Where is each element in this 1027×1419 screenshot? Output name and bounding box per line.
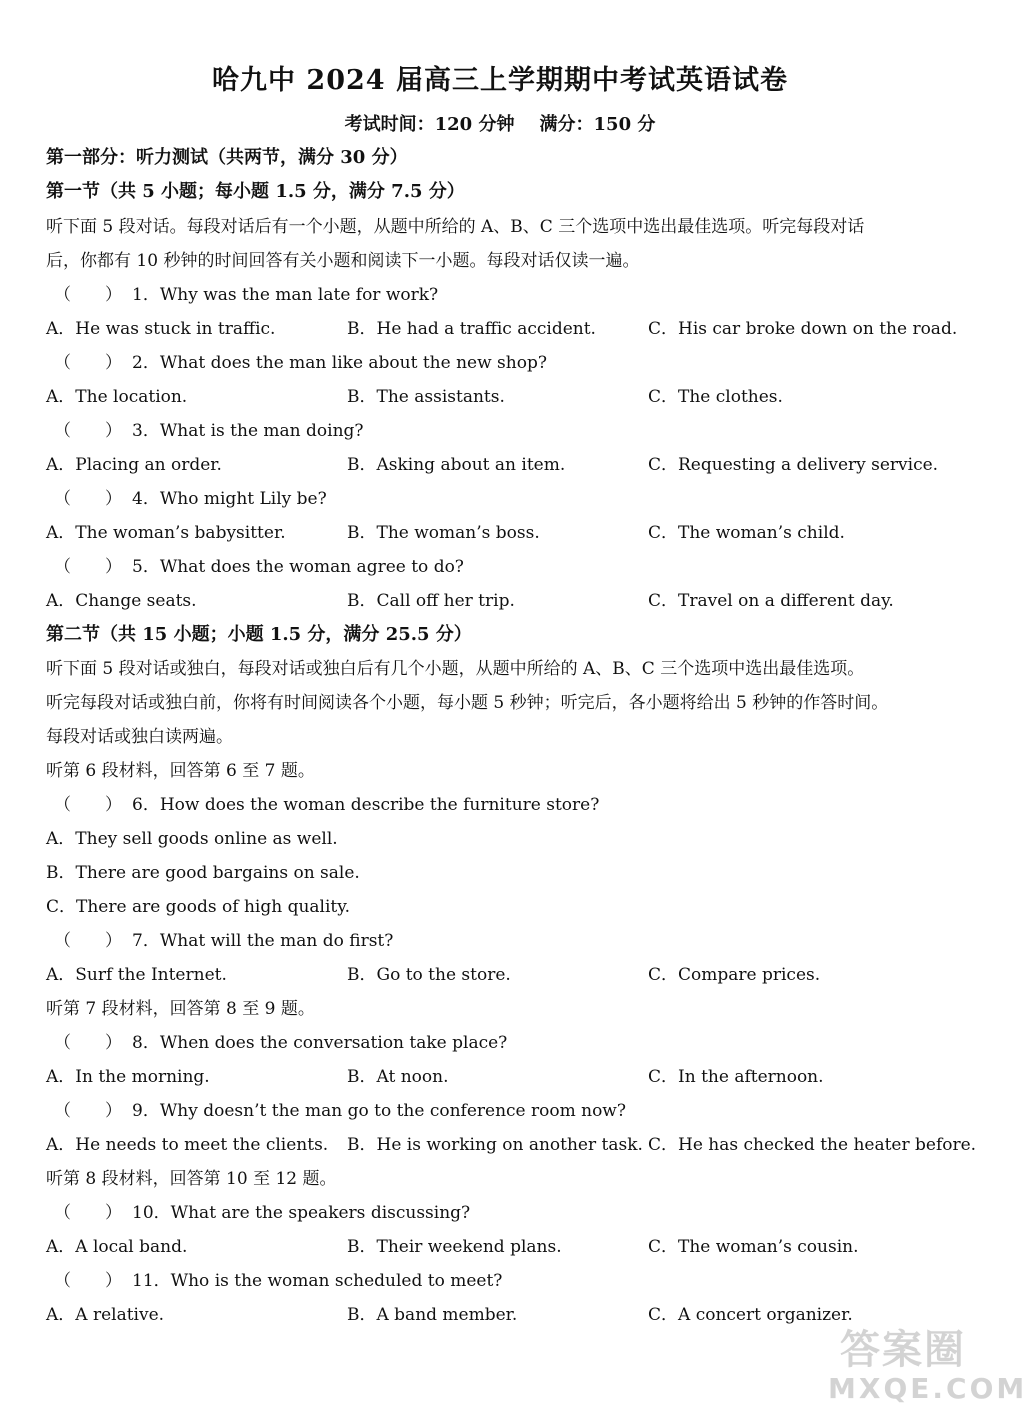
paren-close: ） [105, 1033, 122, 1053]
option-a: A．In the morning. [46, 1067, 210, 1087]
question-text: 1．Why was the man late for work? [132, 285, 439, 305]
option-b: B．At noon. [347, 1067, 449, 1087]
answer-blank[interactable] [46, 1031, 132, 1055]
option-c: C．He has checked the heater before. [648, 1135, 977, 1155]
option-b: B．Call off her trip. [347, 591, 515, 611]
option-a: A．Placing an order. [46, 455, 222, 475]
option-b: B．Asking about an item. [347, 455, 566, 475]
paren-open: （ [54, 285, 71, 305]
option-c: C．The woman’s child. [648, 523, 845, 543]
option-a: A．A local band. [46, 1237, 188, 1257]
answer-blank[interactable] [46, 1269, 132, 1293]
question-text: 11．Who is the woman scheduled to meet? [132, 1271, 503, 1291]
exam-title: 哈九中 2024 届高三上学期期中考试英语试卷 [212, 65, 788, 96]
option-a: A．The woman’s babysitter. [46, 523, 286, 543]
paren-open: （ [54, 1033, 71, 1053]
option-c: C．Travel on a different day. [648, 591, 894, 611]
option-b: B．He had a traffic accident. [347, 319, 596, 339]
section2-heading: 第二节（共 15 小题；小题 1.5 分，满分 25.5 分） [46, 624, 472, 645]
question-stem [46, 1201, 958, 1225]
section1-instruction-line: 听下面 5 段对话。每段对话后有一个小题，从题中所给的 A、B、C 三个选项中选出最佳选项。听完每段对话 [46, 217, 865, 237]
option-b: B．There are good bargains on sale. [46, 863, 360, 883]
option-a: A．He needs to meet the clients. [46, 1135, 329, 1155]
answer-blank[interactable] [46, 487, 132, 511]
question-text: 4．Who might Lily be? [132, 489, 327, 509]
paren-open: （ [54, 1203, 71, 1223]
question-text: 10．What are the speakers discussing? [132, 1203, 471, 1223]
material-heading: 听第 8 段材料，回答第 10 至 12 题。 [46, 1169, 337, 1189]
paren-close: ） [105, 421, 122, 441]
option-c: C．In the afternoon. [648, 1067, 824, 1087]
paren-close: ） [105, 285, 122, 305]
material-heading: 听第 6 段材料，回答第 6 至 7 题。 [46, 761, 315, 781]
paren-close: ） [105, 1101, 122, 1121]
paren-close: ） [105, 557, 122, 577]
section2-instruction-line: 每段对话或独白读两遍。 [46, 727, 233, 747]
paren-close: ） [105, 931, 122, 951]
exam-subtitle: 考试时间：120 分钟 满分：150 分 [344, 114, 656, 135]
option-c: C．A concert organizer. [648, 1305, 853, 1325]
answer-blank[interactable] [46, 419, 132, 443]
option-c: C．His car broke down on the road. [648, 319, 958, 339]
question-text: 9．Why doesn’t the man go to the conference room now? [132, 1101, 626, 1121]
option-a: A．Surf the Internet. [46, 965, 227, 985]
paren-open: （ [54, 353, 71, 373]
section2-instruction-line: 听完每段对话或独白前，你将有时间阅读各个小题，每小题 5 秒钟；听完后，各小题将给出 5 秒钟的作答时间。 [46, 693, 889, 713]
watermark-url: MXQE.COM [828, 1372, 1027, 1405]
paren-close: ） [105, 1203, 122, 1223]
option-b: B．Go to the store. [347, 965, 511, 985]
question-stem [46, 1099, 958, 1123]
paren-open: （ [54, 421, 71, 441]
paren-open: （ [54, 557, 71, 577]
question-text: 5．What does the woman agree to do? [132, 557, 464, 577]
paren-open: （ [54, 931, 71, 951]
answer-blank[interactable] [46, 555, 132, 579]
paren-close: ） [105, 1271, 122, 1291]
option-b: B．He is working on another task. [347, 1135, 643, 1155]
option-c: C．Compare prices. [648, 965, 821, 985]
option-b: B．Their weekend plans. [347, 1237, 562, 1257]
option-c: C．The clothes. [648, 387, 783, 407]
option-a: A．He was stuck in traffic. [46, 319, 276, 339]
option-a: A．Change seats. [46, 591, 197, 611]
option-b: B．The assistants. [347, 387, 505, 407]
option-c: C．There are goods of high quality. [46, 897, 351, 917]
section1-heading: 第一节（共 5 小题；每小题 1.5 分，满分 7.5 分） [46, 181, 465, 202]
paren-open: （ [54, 1271, 71, 1291]
paren-open: （ [54, 795, 71, 815]
question-stem [46, 351, 958, 375]
answer-blank[interactable] [46, 793, 132, 817]
answer-blank[interactable] [46, 1099, 132, 1123]
answer-blank[interactable] [46, 1201, 132, 1225]
paren-close: ） [105, 489, 122, 509]
question-text: 6．How does the woman describe the furniture store? [132, 795, 600, 815]
option-b: B．A band member. [347, 1305, 518, 1325]
question-stem [46, 1031, 958, 1055]
answer-blank[interactable] [46, 283, 132, 307]
answer-blank[interactable] [46, 351, 132, 375]
material-heading: 听第 7 段材料，回答第 8 至 9 题。 [46, 999, 315, 1019]
question-stem [46, 419, 958, 443]
question-stem [46, 283, 958, 307]
option-b: B．The woman’s boss. [347, 523, 540, 543]
option-c: C．The woman’s cousin. [648, 1237, 859, 1257]
watermark-logo [828, 1318, 1027, 1408]
option-a: A．A relative. [46, 1305, 165, 1325]
paren-open: （ [54, 489, 71, 509]
paren-close: ） [105, 795, 122, 815]
question-text: 3．What is the man doing? [132, 421, 364, 441]
watermark-text: 答案圈 [840, 1327, 966, 1373]
paren-open: （ [54, 1101, 71, 1121]
option-a: A．They sell goods online as well. [46, 829, 338, 849]
question-stem [46, 929, 958, 953]
question-stem [46, 793, 958, 817]
paren-close: ） [105, 353, 122, 373]
answer-blank[interactable] [46, 929, 132, 953]
option-c: C．Requesting a delivery service. [648, 455, 939, 475]
question-stem [46, 487, 958, 511]
question-stem [46, 555, 958, 579]
section1-instruction-line: 后，你都有 10 秒钟的时间回答有关小题和阅读下一小题。每段对话仅读一遍。 [46, 251, 640, 271]
part1-heading: 第一部分：听力测试（共两节，满分 30 分） [46, 147, 408, 168]
section2-instruction-line: 听下面 5 段对话或独白，每段对话或独白后有几个小题，从题中所给的 A、B、C 三个选项中选出最佳选项。 [46, 659, 865, 679]
question-stem [46, 1269, 958, 1293]
question-text: 7．What will the man do first? [132, 931, 394, 951]
question-text: 2．What does the man like about the new shop? [132, 353, 547, 373]
option-a: A．The location. [46, 387, 188, 407]
question-text: 8．When does the conversation take place? [132, 1033, 508, 1053]
